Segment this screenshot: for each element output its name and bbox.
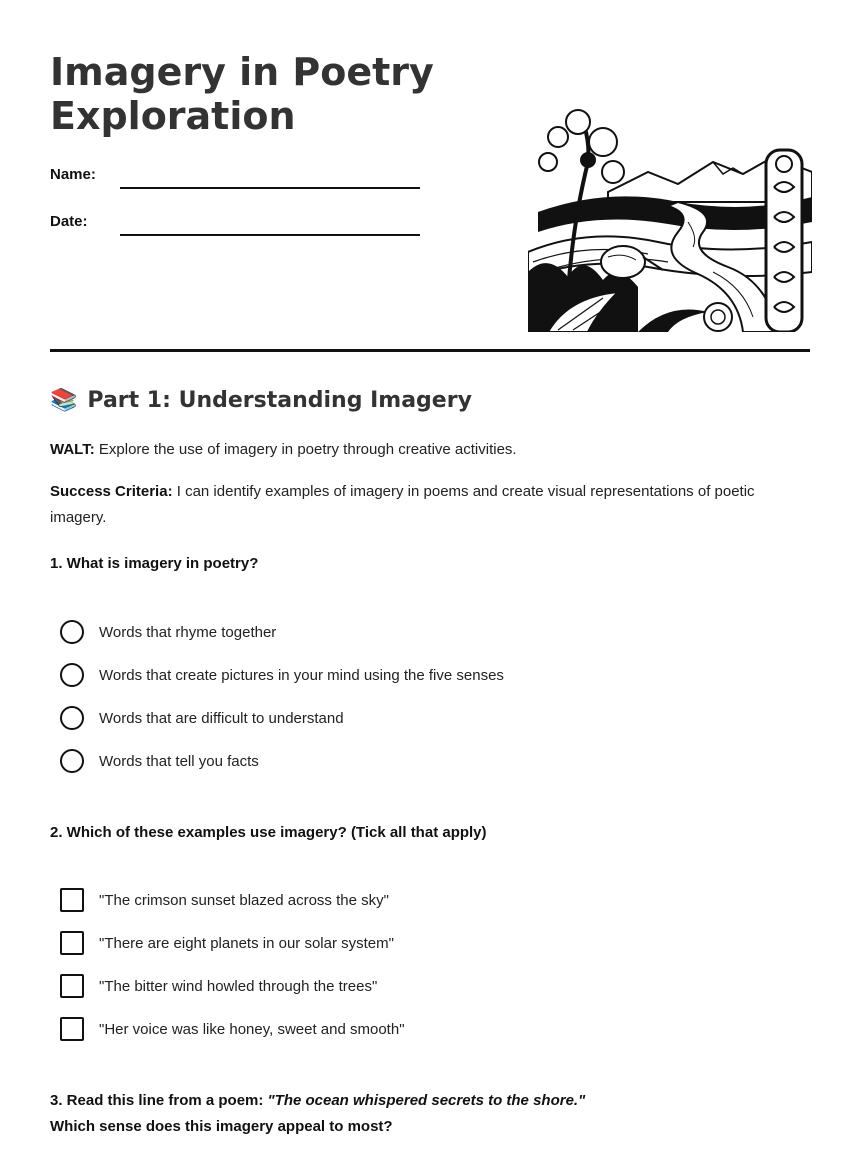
question-2: 2. Which of these examples use imagery? (Tick all that apply) — [50, 824, 487, 841]
q1-option-label: Words that tell you facts — [99, 752, 259, 770]
success-criteria-paragraph — [50, 479, 810, 531]
radio-button[interactable] — [60, 706, 84, 730]
q1-option-label: Words that rhyme together — [99, 623, 277, 641]
title-line-1: Imagery in Poetry — [50, 50, 434, 94]
q1-option[interactable] — [60, 706, 344, 730]
poem-quote: "The ocean whispered secrets to the shore." — [267, 1092, 586, 1109]
part1-heading — [50, 388, 472, 413]
books-icon: 📚 — [50, 388, 78, 413]
date-field[interactable] — [120, 234, 420, 236]
landscape-illustration — [528, 102, 812, 332]
q1-option[interactable] — [60, 663, 504, 687]
checkbox[interactable] — [60, 1017, 84, 1041]
section-divider — [50, 349, 810, 352]
question-1: 1. What is imagery in poetry? — [50, 555, 259, 572]
name-label: Name: — [50, 166, 96, 183]
checkbox[interactable] — [60, 888, 84, 912]
walt-paragraph — [50, 437, 810, 463]
checkbox[interactable] — [60, 974, 84, 998]
radio-button[interactable] — [60, 663, 84, 687]
q1-option[interactable] — [60, 749, 259, 773]
q1-option-label: Words that create pictures in your mind using the five senses — [99, 666, 504, 684]
success-criteria-label: Success Criteria: — [50, 483, 173, 500]
q2-option[interactable] — [60, 888, 389, 912]
title-line-2: Exploration — [50, 94, 296, 138]
radio-button[interactable] — [60, 749, 84, 773]
q2-option-label: "The crimson sunset blazed across the sky" — [99, 891, 389, 909]
q2-option[interactable] — [60, 1017, 405, 1041]
date-label: Date: — [50, 213, 88, 230]
page-title — [50, 50, 480, 138]
question-3-prompt: Which sense does this imagery appeal to most? — [50, 1118, 393, 1135]
success-criteria-text: I can identify examples of imagery in poems and create visual representations of poetic imagery. — [50, 483, 755, 526]
q2-option-label: "There are eight planets in our solar system" — [99, 934, 394, 952]
q1-option[interactable] — [60, 620, 276, 644]
q2-option-label: "The bitter wind howled through the trees" — [99, 977, 378, 995]
radio-button[interactable] — [60, 620, 84, 644]
walt-text: Explore the use of imagery in poetry through creative activities. — [94, 441, 517, 458]
walt-label: WALT: — [50, 441, 95, 458]
q1-option-label: Words that are difficult to understand — [99, 709, 344, 727]
q2-option-label: "Her voice was like honey, sweet and smooth" — [99, 1020, 405, 1038]
question-3 — [50, 1092, 585, 1109]
question-3-prefix: 3. Read this line from a poem: — [50, 1092, 268, 1109]
checkbox[interactable] — [60, 931, 84, 955]
q2-option[interactable] — [60, 931, 394, 955]
q2-option[interactable] — [60, 974, 377, 998]
part1-title: Part 1: Understanding Imagery — [87, 388, 472, 413]
name-field[interactable] — [120, 187, 420, 189]
